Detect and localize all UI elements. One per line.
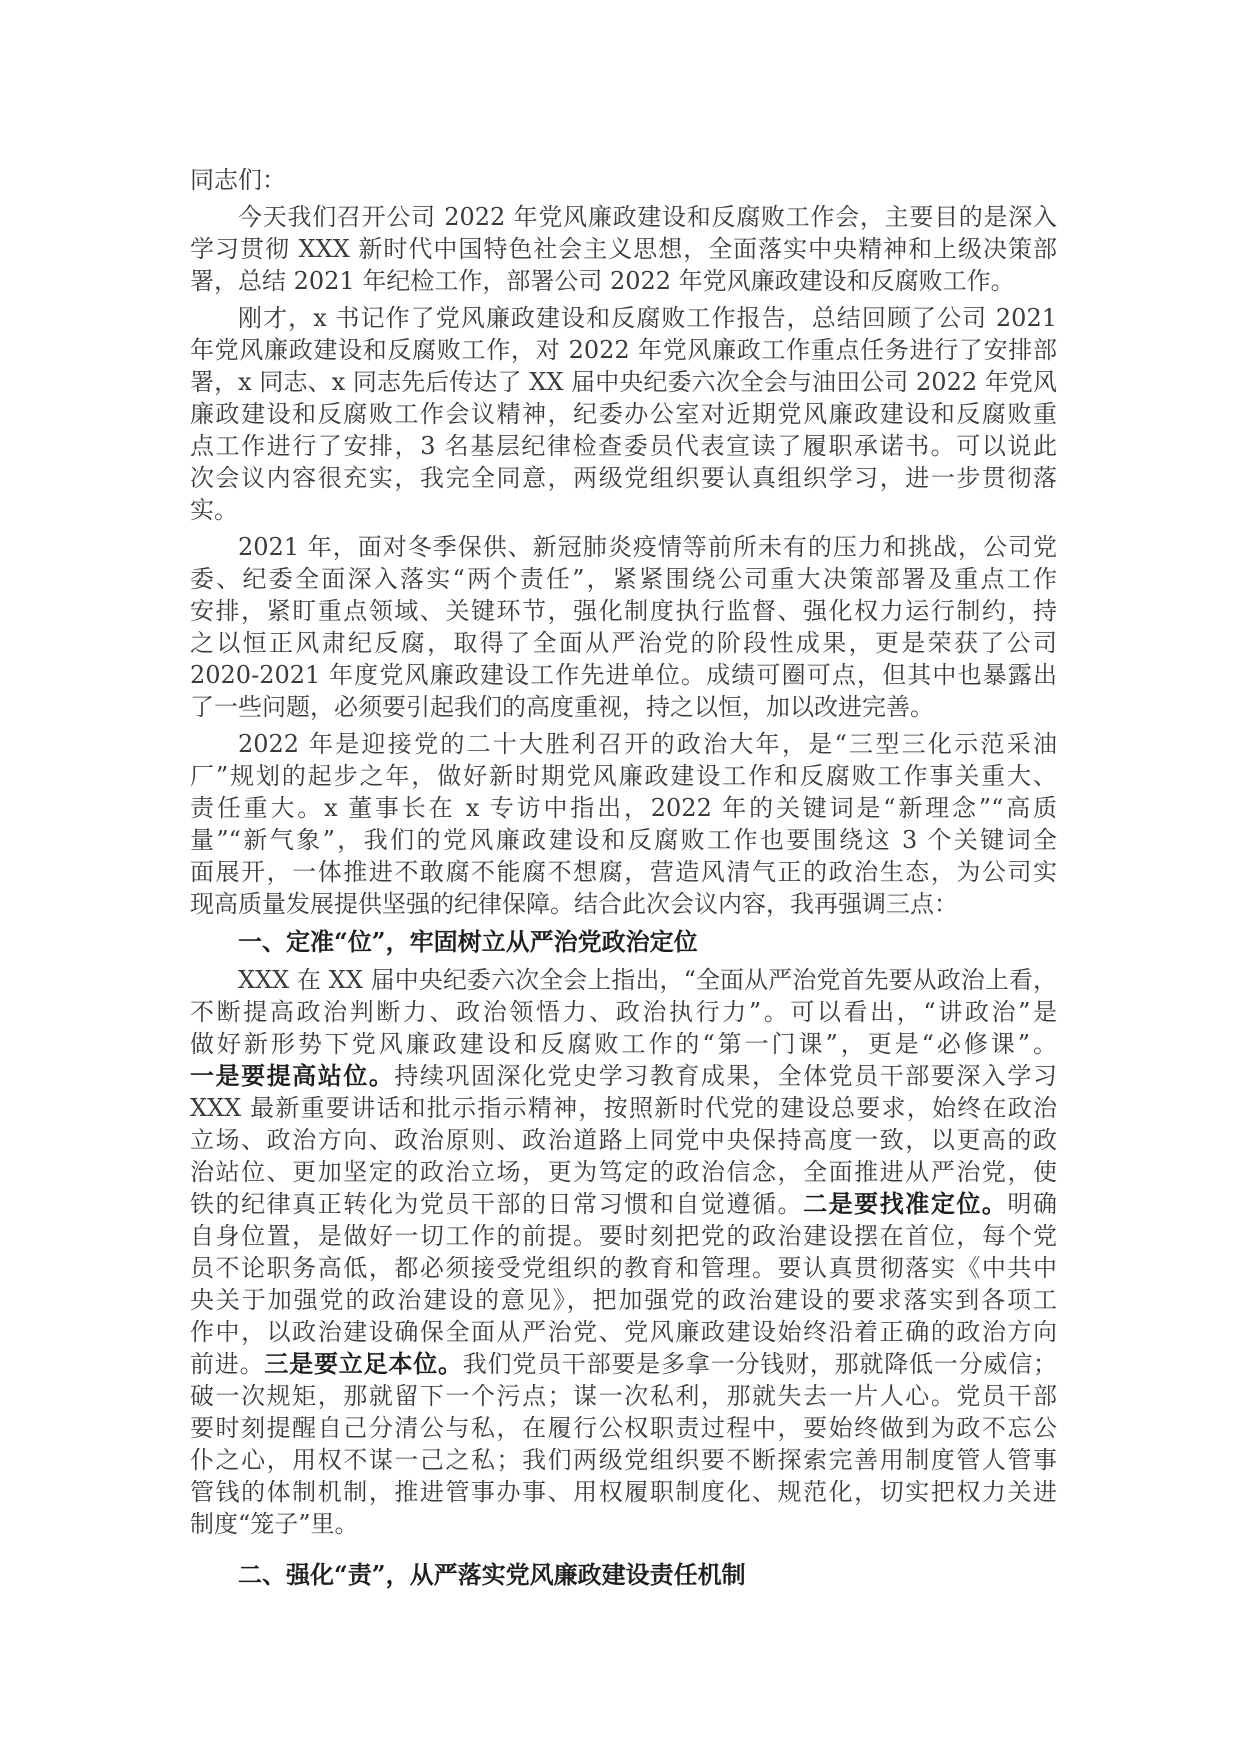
- text-run: 央关于加强党的政治建设的意见》，把加强党的政治建设的要求落实到各项工: [190, 1286, 1057, 1314]
- section-heading: [190, 1558, 1057, 1592]
- text-run: 不断提高政治判断力、政治领悟力、政治执行力”。可以看出，“讲政治”是: [190, 998, 1057, 1026]
- text-run: 今天我们召开公司 2022 年党风廉政建设和反腐败工作会，主要目的是深入: [238, 203, 1057, 231]
- text-line: [190, 1348, 1057, 1380]
- text-run: 管钱的体制机制，推进管事办事、用权履职制度化、规范化，切实把权力关进: [190, 1478, 1057, 1506]
- text-run: 委、纪委全面深入落实“两个责任”，紧紧围绕公司重大决策部署及重点工作: [190, 565, 1057, 593]
- text-line: [190, 1476, 1057, 1508]
- text-run: 二、强化“责”，从严落实党风廉政建设责任机制: [238, 1560, 746, 1589]
- paragraph: [190, 964, 1057, 1540]
- text-line: [238, 1558, 1057, 1592]
- paragraph: [190, 201, 1057, 297]
- text-run: 厂”规划的起步之年，做好新时期党风廉政建设工作和反腐败工作事关重大、: [190, 762, 1057, 790]
- text-line: [190, 1316, 1057, 1348]
- text-run: 2020-2021 年度党风廉政建设工作先进单位。成绩可圈可点，但其中也暴露出: [190, 661, 1057, 689]
- paragraph: [190, 531, 1057, 723]
- text-line: [190, 1060, 1057, 1092]
- text-run: 次会议内容很充实，我完全同意，两级党组织要认真组织学习，进一步贯彻落: [190, 464, 1057, 492]
- text-line: [190, 888, 1057, 920]
- paragraph: [190, 302, 1057, 526]
- text-line: [190, 728, 1057, 760]
- text-run: 了一些问题，必须要引起我们的高度重视，持之以恒，加以改进完善。: [190, 693, 934, 721]
- text-run: XXX 最新重要讲话和批示指示精神，按照新时代党的建设总要求，始终在政治: [190, 1094, 1057, 1122]
- text-run: 刚才，x 书记作了党风廉政建设和反腐败工作报告，总结回顾了公司 2021: [238, 304, 1057, 332]
- text-line: [190, 233, 1057, 265]
- text-run: 明确: [1007, 1190, 1058, 1218]
- text-line: [190, 1508, 1057, 1540]
- text-line: [190, 1412, 1057, 1444]
- text-line: [190, 494, 1057, 526]
- text-run: 之以恒正风肃纪反腐，取得了全面从严治党的阶段性成果，更是荣获了公司: [190, 629, 1057, 657]
- text-run: 年党风廉政建设和反腐败工作，对 2022 年党风廉政工作重点任务进行了安排部: [190, 336, 1057, 364]
- text-run: 持续巩固深化党史学习教育成果，全体党员干部要深入学习: [394, 1062, 1058, 1090]
- text-line: [190, 595, 1057, 627]
- text-line: [238, 925, 1057, 959]
- text-run: 治站位、更加坚定的政治立场，更为笃定的政治信念，全面推进从严治党，使: [190, 1158, 1057, 1186]
- text-line: [190, 398, 1057, 430]
- salutation: [190, 164, 1057, 196]
- text-run: 面展开，一体推进不敢腐不能腐不想腐，营造风清气正的政治生态，为公司实: [190, 858, 1057, 886]
- text-run: 作中，以政治建设确保全面从严治党、党风廉政建设始终沿着正确的政治方向: [190, 1318, 1057, 1346]
- text-run: 廉政建设和反腐败工作会议精神，纪委办公室对近期党风廉政建设和反腐败重: [190, 400, 1057, 428]
- text-run: 立场、政治方向、政治原则、政治道路上同党中央保持高度一致，以更高的政: [190, 1126, 1057, 1154]
- text-line: [190, 366, 1057, 398]
- text-run: 2021 年，面对冬季保供、新冠肺炎疫情等前所未有的压力和挑战，公司党: [238, 533, 1057, 561]
- text-line: [190, 627, 1057, 659]
- text-run: 要时刻提醒自己分清公与私，在履行公权职责过程中，要始终做到为政不忘公: [190, 1414, 1057, 1442]
- text-run: XXX 在 XX 届中央纪委六次全会上指出，“全面从严治党首先要从政治上看，: [238, 966, 1057, 994]
- text-run: 点工作进行了安排，3 名基层纪律检查委员代表宣读了履职承诺书。可以说此: [190, 432, 1057, 460]
- text-run: 署，x 同志、x 同志先后传达了 XX 届中央纪委六次全会与油田公司 2022 年党风: [190, 368, 1057, 396]
- text-line: [190, 659, 1057, 691]
- text-line: [190, 462, 1057, 494]
- text-line: [190, 1444, 1057, 1476]
- text-line: [190, 996, 1057, 1028]
- text-line: [190, 1092, 1057, 1124]
- text-line: [190, 792, 1057, 824]
- text-line: [190, 265, 1057, 297]
- text-run: 自身位置，是做好一切工作的前提。要时刻把党的政治建设摆在首位，每个党: [190, 1222, 1057, 1250]
- text-line: [190, 1252, 1057, 1284]
- text-line: [190, 1156, 1057, 1188]
- text-run: 铁的纪律真正转化为党员干部的日常习惯和自觉遵循。: [190, 1190, 804, 1218]
- text-run: 实。: [190, 496, 238, 524]
- text-run: 现高质量发展提供坚强的纪律保障。结合此次会议内容，我再强调三点：: [190, 890, 958, 918]
- text-line: [190, 1380, 1057, 1412]
- text-line: [190, 1124, 1057, 1156]
- text-run: 责任重大。x 董事长在 x 专访中指出，2022 年的关键词是“新理念”“高质: [190, 794, 1057, 822]
- text-line: [190, 334, 1057, 366]
- text-line: [190, 1284, 1057, 1316]
- text-run: 一、定准“位”，牢固树立从严治党政治定位: [238, 927, 698, 956]
- text-run: 学习贯彻 XXX 新时代中国特色社会主义思想，全面落实中央精神和上级决策部: [190, 235, 1057, 263]
- text-run: 制度“笼子”里。: [190, 1510, 359, 1538]
- text-line: [190, 164, 1057, 196]
- text-line: [190, 430, 1057, 462]
- text-line: [190, 856, 1057, 888]
- text-line: [190, 1188, 1057, 1220]
- bold-lead-phrase: 一是要提高站位。: [190, 1061, 395, 1090]
- text-line: [190, 964, 1057, 996]
- text-run: 安排，紧盯重点领域、关键环节，强化制度执行监督、强化权力运行制约，持: [190, 597, 1057, 625]
- bold-lead-phrase: 三是要立足本位。: [264, 1349, 463, 1378]
- text-line: [190, 760, 1057, 792]
- text-run: 员不论职务高低，都必须接受党组织的教育和管理。要认真贯彻落实《中共中: [190, 1254, 1057, 1282]
- paragraph: [190, 728, 1057, 920]
- text-run: 前进。: [190, 1350, 265, 1378]
- text-run: 破一次规矩，那就留下一个污点；谋一次私利，那就失去一片人心。党员干部: [190, 1382, 1057, 1410]
- text-run: 仆之心，用权不谋一己之私；我们两级党组织要不断探索完善用制度管人管事: [190, 1446, 1057, 1474]
- text-line: [190, 691, 1057, 723]
- text-line: [190, 531, 1057, 563]
- text-run: 2022 年是迎接党的二十大胜利召开的政治大年，是“三型三化示范采油: [238, 730, 1057, 758]
- text-line: [190, 302, 1057, 334]
- text-line: [190, 1220, 1057, 1252]
- section-heading: [190, 925, 1057, 959]
- text-run: 同志们：: [190, 166, 286, 194]
- text-run: 我们党员干部要是多拿一分钱财，那就降低一分威信；: [462, 1350, 1058, 1378]
- text-line: [190, 1028, 1057, 1060]
- text-run: 量”“新气象”，我们的党风廉政建设和反腐败工作也要围绕这 3 个关键词全: [190, 826, 1057, 854]
- document-body: [190, 164, 1057, 1592]
- text-line: [190, 824, 1057, 856]
- bold-lead-phrase: 二是要找准定位。: [803, 1189, 1008, 1218]
- text-run: 署，总结 2021 年纪检工作，部署公司 2022 年党风廉政建设和反腐败工作。: [190, 267, 1015, 295]
- text-line: [190, 201, 1057, 233]
- text-line: [190, 563, 1057, 595]
- text-run: 做好新形势下党风廉政建设和反腐败工作的“第一门课”，更是“必修课”。: [190, 1030, 1057, 1058]
